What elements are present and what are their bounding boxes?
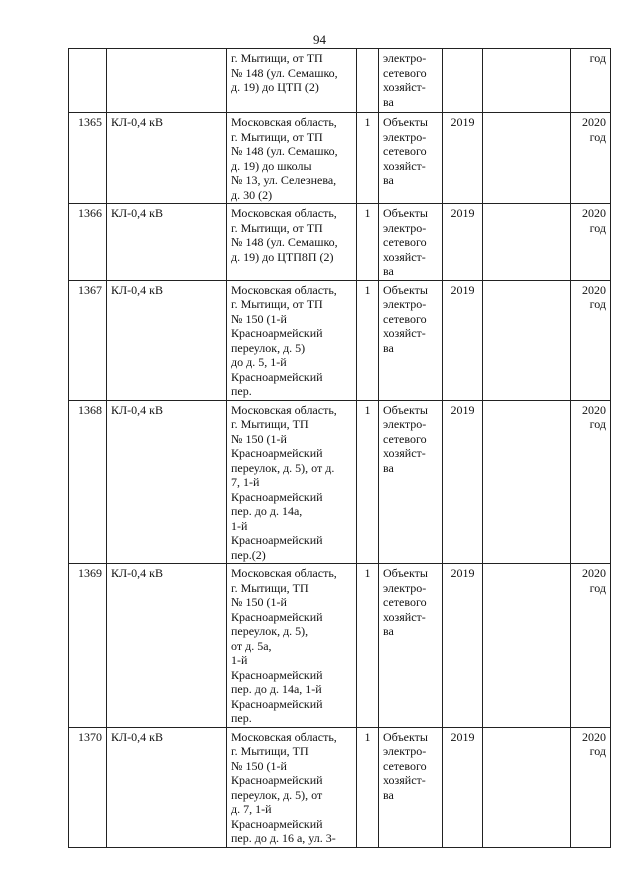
row-number: 1366 xyxy=(69,204,107,281)
object-purpose: Объекты электро- сетевого хозяйст- ва xyxy=(379,400,443,564)
object-type: КЛ-0,4 кВ xyxy=(107,564,227,728)
empty-cell xyxy=(483,113,571,204)
row-number: 1365 xyxy=(69,113,107,204)
object-purpose: Объекты электро- сетевого хозяйст- ва xyxy=(379,727,443,847)
object-year: 2019 xyxy=(443,727,483,847)
object-term: 2020 год xyxy=(571,280,611,400)
row-number xyxy=(69,49,107,113)
object-year: 2019 xyxy=(443,113,483,204)
object-type xyxy=(107,49,227,113)
empty-cell xyxy=(483,49,571,113)
object-term: 2020 год xyxy=(571,564,611,728)
object-quantity: 1 xyxy=(357,113,379,204)
page-number: 94 xyxy=(313,32,326,47)
object-term: 2020 год xyxy=(571,400,611,564)
object-year: 2019 xyxy=(443,204,483,281)
table-row xyxy=(69,727,611,847)
registry-table xyxy=(68,48,611,848)
object-term: год xyxy=(571,49,611,113)
empty-cell xyxy=(483,280,571,400)
object-quantity: 1 xyxy=(357,204,379,281)
object-term: 2020 год xyxy=(571,113,611,204)
table-row xyxy=(69,113,611,204)
table-row xyxy=(69,564,611,728)
row-number: 1369 xyxy=(69,564,107,728)
table-row xyxy=(69,280,611,400)
object-quantity: 1 xyxy=(357,400,379,564)
row-number: 1370 xyxy=(69,727,107,847)
object-year: 2019 xyxy=(443,564,483,728)
row-number: 1368 xyxy=(69,400,107,564)
object-type: КЛ-0,4 кВ xyxy=(107,204,227,281)
object-type: КЛ-0,4 кВ xyxy=(107,280,227,400)
object-purpose: Объекты электро- сетевого хозяйст- ва xyxy=(379,113,443,204)
object-purpose: Объекты электро- сетевого хозяйст- ва xyxy=(379,280,443,400)
object-term: 2020 год xyxy=(571,204,611,281)
object-quantity: 1 xyxy=(357,564,379,728)
object-type: КЛ-0,4 кВ xyxy=(107,727,227,847)
empty-cell xyxy=(483,564,571,728)
object-address: Московская область, г. Мытищи, от ТП № 148 (ул. Семашко, д. 19) до ЦТП8П (2) xyxy=(227,204,357,281)
object-type: КЛ-0,4 кВ xyxy=(107,400,227,564)
object-type: КЛ-0,4 кВ xyxy=(107,113,227,204)
object-quantity xyxy=(357,49,379,113)
table-row xyxy=(69,400,611,564)
empty-cell xyxy=(483,204,571,281)
row-number: 1367 xyxy=(69,280,107,400)
object-address: г. Мытищи, от ТП № 148 (ул. Семашко, д. 19) до ЦТП (2) xyxy=(227,49,357,113)
object-purpose: Объекты электро- сетевого хозяйст- ва xyxy=(379,204,443,281)
object-address: Московская область, г. Мытищи, от ТП № 150 (1-й Красноармейский переулок, д. 5) до д. 5, 1-й Красноармейский пер. xyxy=(227,280,357,400)
table-row xyxy=(69,204,611,281)
object-address: Московская область, г. Мытищи, ТП № 150 (1-й Красноармейский переулок, д. 5), от д. 5а, 1-й Красноармейский пер. до д. 14а, 1-й Красноармейский пер. xyxy=(227,564,357,728)
object-quantity: 1 xyxy=(357,727,379,847)
object-term: 2020 год xyxy=(571,727,611,847)
object-purpose: электро- сетевого хозяйст- ва xyxy=(379,49,443,113)
object-quantity: 1 xyxy=(357,280,379,400)
object-address: Московская область, г. Мытищи, от ТП № 148 (ул. Семашко, д. 19) до школы № 13, ул. Селезнева, д. 30 (2) xyxy=(227,113,357,204)
table-row xyxy=(69,49,611,113)
empty-cell xyxy=(483,400,571,564)
object-year xyxy=(443,49,483,113)
empty-cell xyxy=(483,727,571,847)
object-purpose: Объекты электро- сетевого хозяйст- ва xyxy=(379,564,443,728)
object-year: 2019 xyxy=(443,280,483,400)
object-address: Московская область, г. Мытищи, ТП № 150 (1-й Красноармейский переулок, д. 5), от д. 7, 1-й Красноармейский пер. до д. 16 а, ул. 3- xyxy=(227,727,357,847)
object-address: Московская область, г. Мытищи, ТП № 150 (1-й Красноармейский переулок, д. 5), от д. 7, 1-й Красноармейский пер. до д. 14а, 1-й Красноармейский пер.(2) xyxy=(227,400,357,564)
object-year: 2019 xyxy=(443,400,483,564)
